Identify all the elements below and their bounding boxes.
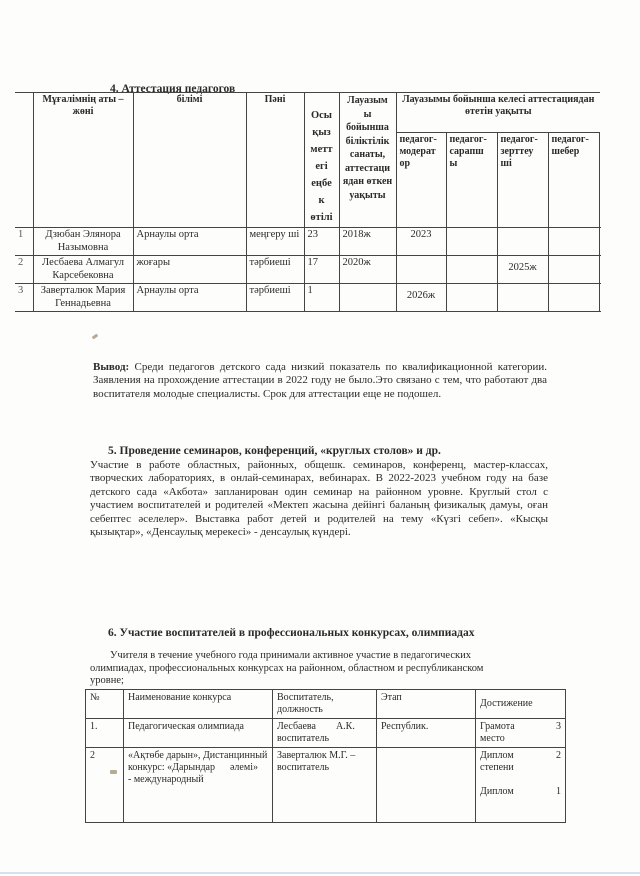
conclusion-label: Вывод: — [93, 361, 130, 373]
contest-name: «Ақтөбе дарын», Дистанцинный конкурс: «Дарындар әлемі» - международный — [124, 748, 273, 823]
teacher-education: Арнаулы орта — [133, 228, 246, 256]
header-researcher: педагог-зерттеу ші — [497, 133, 548, 228]
table-row: 1 Дзюбан Элянора Назымовна Арнаулы орта меңгеру ші 23 2018ж 2023 — [15, 228, 600, 256]
header-teacher: Воспитатель, должность — [273, 690, 377, 719]
researcher-date: 2025ж — [497, 256, 548, 284]
teacher-experience: 17 — [304, 256, 339, 284]
header-name: Мұғалімнің аты – жөні — [33, 93, 133, 228]
contest-achievement: Диплом 2 степени Диплом 1 — [476, 748, 566, 823]
header-education: білімі — [133, 93, 246, 228]
contest-teacher: Лесбаева А.К. воспитатель — [273, 719, 377, 748]
header-stage: Этап — [377, 690, 476, 719]
teacher-education: Арнаулы орта — [133, 284, 246, 312]
teacher-category — [339, 284, 396, 312]
header-subject: Пәні — [246, 93, 304, 228]
teacher-subject: тәрбиеші — [246, 256, 304, 284]
header-experience: Осы қыз метт егі еңбе к өтілі — [304, 93, 339, 228]
header-expert: педагог-сарапш ы — [446, 133, 497, 228]
header-row — [15, 93, 600, 133]
table-row: 1. Педагогическая олимпиада Лесбаева А.К. воспитатель Республик. Грамота 3 место — [86, 719, 566, 748]
table-row: 3 Заверталюк Мария Геннадьевна Арнаулы орта тәрбиеші 1 2026ж — [15, 284, 600, 312]
teacher-experience: 1 — [304, 284, 339, 312]
header-category: Лауазым ы бойынша біліктілік санаты, аттестаци ядан өткен уақыты — [339, 93, 396, 228]
conclusion-text: Среди педагогов детского сада низкий показатель по квалификационной категории. Заявления на прохождение аттестации в 2022 году не было.Это связано с тем, что работают два воспитателя молодые специалисты. Срок для аттестации еще не подошел. — [93, 361, 547, 400]
teacher-education: жоғары — [133, 256, 246, 284]
contest-stage — [377, 748, 476, 823]
contests-table — [85, 689, 566, 823]
teacher-category: 2018ж — [339, 228, 396, 256]
teacher-subject: меңгеру ші — [246, 228, 304, 256]
header-master: педагог-шебер — [548, 133, 599, 228]
header-number: № — [86, 690, 124, 719]
header-contest: Наименование конкурса — [124, 690, 273, 719]
header-achievement: Достижение — [476, 690, 566, 719]
teacher-category: 2020ж — [339, 256, 396, 284]
teacher-subject: тәрбиеші — [246, 284, 304, 312]
contest-name: Педагогическая олимпиада — [124, 719, 273, 748]
attestation-table — [15, 92, 600, 312]
table-row: 2 Лесбаева Алмагул Карсебековна жоғары тәрбиеші 17 2020ж 2025ж — [15, 256, 600, 284]
section-4-title: 4. Аттестация педагогов — [110, 83, 236, 95]
header-next-attestation: Лауазымы бойынша келесі аттестациядан өтетін уақыты — [396, 93, 600, 133]
section-5-paragraph: Участие в работе областных, районных, общешк. семинаров, конференц, мастер-классах, творческих лабораториях, в онлай-семинарах, вебинарах. В 2022-2023 учебном году на базе детского сада «Акбота» запланирован один семинар на районном уровне. Круглый стол с участием воспитателей и родителей «Мектеп жасына дейінгі баланың физикалық дамуы, оған себептес әселелер». Выставка работ детей и родителей на тему «Күзгі себеп». «Кысқы қызықтар», «Денсаулық мерекесі» - денсаулық күндері. — [90, 459, 548, 539]
section-6-paragraph: Учителя в течение учебного года принимали активное участие в педагогических олимпиадах, профессиональных конкурсах на районном, областном и республиканском уровне; — [90, 650, 484, 686]
moderator-date: 2023 — [396, 228, 446, 256]
conclusion-paragraph — [93, 361, 547, 401]
stray-mark — [110, 770, 117, 774]
scan-edge — [0, 872, 640, 874]
section-5-title: 5. Проведение семинаров, конференций, «круглых столов» и др. — [108, 445, 441, 457]
header-row — [86, 690, 566, 719]
moderator-date: 2026ж — [396, 284, 446, 312]
contest-teacher: Заверталюк М.Г. – воспитатель — [273, 748, 377, 823]
teacher-name: Лесбаева Алмагул Карсебековна — [33, 256, 133, 284]
contest-stage: Республик. — [377, 719, 476, 748]
header-moderator: педагог-модерат ор — [396, 133, 446, 228]
teacher-experience: 23 — [304, 228, 339, 256]
teacher-name: Дзюбан Элянора Назымовна — [33, 228, 133, 256]
teacher-name: Заверталюк Мария Геннадьевна — [33, 284, 133, 312]
section-6-title: 6. Участие воспитателей в профессиональных конкурсах, олимпиадах — [108, 627, 475, 639]
contest-achievement: Грамота 3 место — [476, 719, 566, 748]
stray-mark — [92, 334, 99, 340]
table-row: 2 «Ақтөбе дарын», Дистанцинный конкурс: «Дарындар әлемі» - международный Заверталюк М.Г. – воспитатель Диплом 2 степени Диплом 1 — [86, 748, 566, 823]
